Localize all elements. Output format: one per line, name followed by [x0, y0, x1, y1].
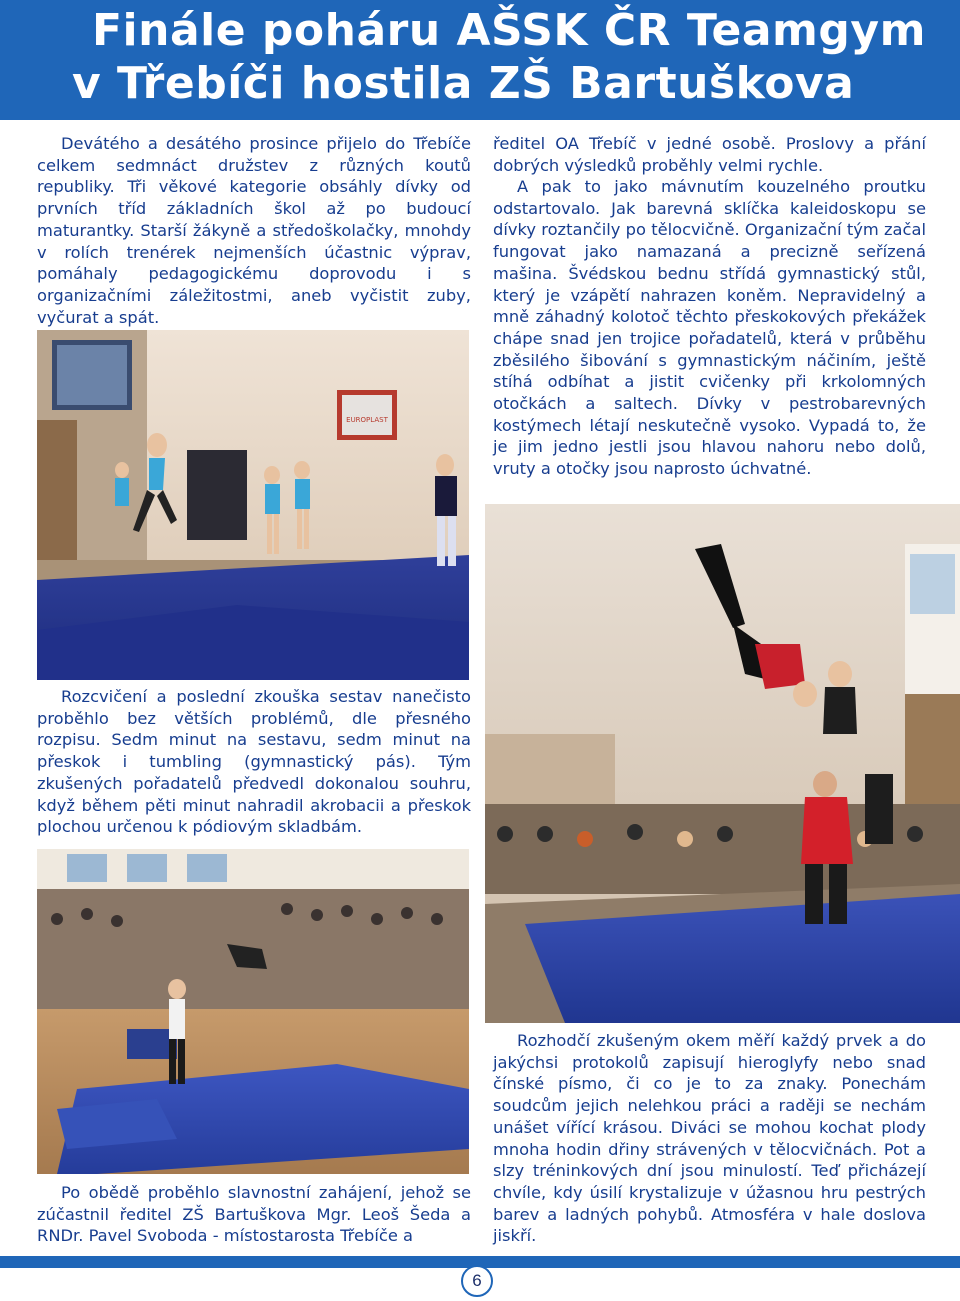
title-line-2: v Třebíči hostila ZŠ Bartuškova	[72, 58, 855, 109]
page-title	[0, 4, 960, 110]
photo-warmup-banner-text: EUROPLAST	[346, 416, 388, 424]
photo-warmup	[37, 330, 469, 680]
page-number: 6	[461, 1265, 493, 1297]
title-line-1: Finále poháru AŠSK ČR Teamgym	[92, 5, 926, 56]
article-paragraph-opening: Po obědě proběhlo slavnostní zahájení, jehož se zúčastnil ředitel ZŠ Bartuškova Mgr. Leoš Šeda a RNDr. Pavel Svoboda - místostarosta Třebíče a	[37, 1183, 471, 1246]
article-paragraph-start: A pak to jako mávnutím kouzelného proutku odstartovalo. Jak barevná sklíčka kaleidoskopu se dívky roztančily po tělocvičně. Organizační tým začal fungovat jako namazaná a precizně seřízená mašina. Švédskou bednu střídá gymnastický stůl, který je vzápětí nahrazen koněm. Nepravidelný a mně záhadný kolotoč těchto přeskokových překážek chápe snad jen trojice pořadatelů, která v průběhu zběsilého šibování s gymnastickým náčiním, ještě stíhá odbíhat a jistit cvičenky při krkolomných otočkách a saltech. Dívky v pestrobarevných kostýmech létají neskutečně vysoko. Vypadá to, že je jim jedno jestli jsou hlavou nahoru nebo dolů, vruty a otočky jsou naprosto úchvatné.	[493, 177, 926, 479]
article-paragraph-continued: ředitel OA Třebíč v jedné osobě. Proslovy a přání dobrých výsledků proběhly velmi rychle.	[493, 134, 926, 175]
article-paragraph-judges: Rozhodčí zkušeným okem měří každý prvek a do jakýchsi protokolů zapisují hieroglyfy nebo snad čínské písmo, či co je to za znaky. Ponechám soudcům jejich nelehkou práci a raději se nechám unášet vířící krásou. Diváci se mohou kochat plody mnoha hodin dřiny strávených v tělocvičnách. Pot a slzy tréninkových dní jsou minulostí. Teď přicházejí chvíle, kdy úsilí krystalizuje v úžasnou hru pestrých barev a ladných pohybů. Atmosféra v hale doslova jiskří.	[493, 1031, 926, 1246]
photo-flip	[485, 504, 960, 1023]
photo-warmup-image	[37, 330, 469, 680]
article-paragraph-warmup: Rozcvičení a poslední zkouška sestav nanečisto proběhlo bez větších problémů, dle přesného rozpisu. Sedm minut na sestavu, sedm minut na přeskok i tumbling (gymnastický pás). Tým zkušených pořadatelů předvedl dokonalou souhru, když během pěti minut nahradil akrobacii a přeskok plochou určenou k pódiovým skladbám.	[37, 687, 471, 837]
photo-hall	[37, 849, 469, 1174]
photo-flip-image	[485, 504, 960, 1023]
article-paragraph-intro: Devátého a desátého prosince přijelo do Třebíče celkem sedmnáct družstev z různých koutů republiky. Tři věkové kategorie obsáhly dívky od prvních tříd základních škol až po budoucí maturantky. Starší žákyně a středoškolačky, mnohdy v rolích trenérek nejmenších účastnic výprav, pomáhaly pedagogickému doprovodu i s organizačními záležitostmi, aneb vyčistit zuby, vyčurat a spát.	[37, 134, 471, 327]
photo-hall-image	[37, 849, 469, 1174]
